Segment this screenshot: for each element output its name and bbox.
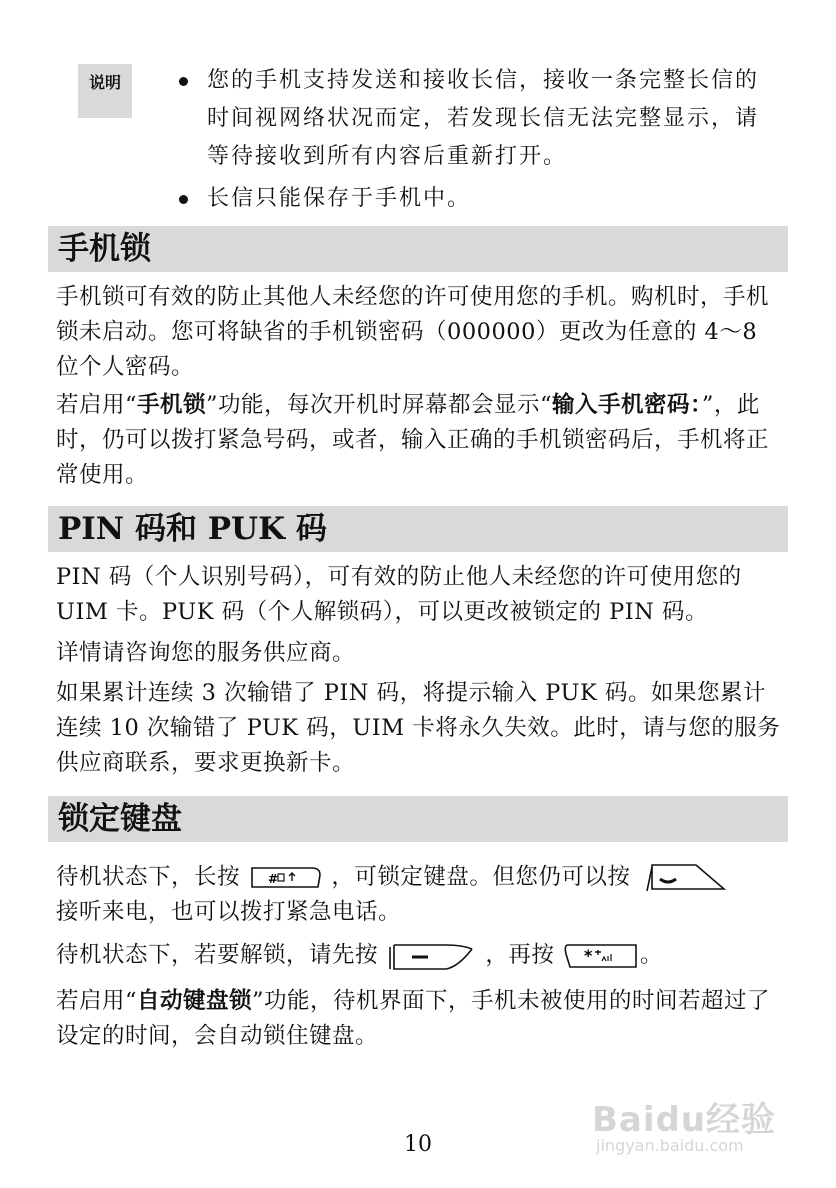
feature-name: 自动键盘锁 (137, 988, 253, 1014)
note-bullet-text: 长信只能保存于手机中。 (207, 186, 472, 211)
phone-lock-paragraph-1: 手机锁可有效的防止其他人未经您的许可使用您的手机。购机时，手机锁未启动。您可将缺省的手机锁密码（000000）更改为任意的 4～8 位个人密码。 (56, 284, 770, 380)
section-header-keypad-lock (48, 796, 788, 842)
keypad-lock-paragraph-1: 待机状态下，长按 # ，可锁定键盘。但您仍可以按 接听来电，也可以拨打紧急电话。 (56, 860, 786, 930)
keypad-lock-paragraph-3: 若启用“自动键盘锁”功能，待机界面下，手机未被使用的时间若超过了设定的时间，会自动锁住键盘。 (56, 988, 771, 1049)
note-bullet-list (175, 62, 775, 218)
bullet-dot-icon (179, 195, 188, 204)
bullet-dot-icon (179, 77, 188, 86)
watermark-url: jingyan.baidu.com (596, 1136, 744, 1155)
note-bullet-item (175, 180, 775, 218)
section-title: 手机锁 (58, 231, 151, 267)
section-header-pin-puk (48, 506, 788, 552)
prompt-text: 输入手机密码： (552, 392, 702, 418)
hash-key-icon (248, 865, 324, 891)
section-title: 锁定键盘 (58, 801, 182, 837)
note-bullet-text: 您的手机支持发送和接收长信，接收一条完整长信的时间视网络状况而定，若发现长信无法完整显示，请等待接收到所有内容后重新打开。 (207, 68, 760, 169)
left-softkey-icon (386, 941, 478, 971)
pin-puk-paragraph-1: PIN 码（个人识别号码），可有效的防止他人未经您的许可使用您的 UIM 卡。PUK 码（个人解锁码），可以更改被锁定的 PIN 码。 (56, 564, 742, 625)
section-header-phone-lock (48, 226, 788, 272)
page-number: 10 (404, 1132, 432, 1157)
svg-text:*: * (584, 946, 593, 965)
keypad-lock-paragraph-2: 待机状态下，若要解锁，请先按 ，再按 * 。 (56, 938, 786, 973)
phone-lock-paragraph-2: 若启用“手机锁”功能，每次开机时屏幕都会显示“输入手机密码：”，此时，仍可以拨打紧急号码，或者，输入正确的手机锁密码后，手机将正常使用。 (56, 392, 770, 488)
star-key-icon (562, 942, 640, 970)
svg-text:#: # (267, 872, 279, 886)
note-tag: 说明 (78, 64, 132, 118)
pin-puk-paragraph-2: 详情请咨询您的服务供应商。 (56, 640, 356, 666)
pin-puk-paragraph-3: 如果累计连续 3 次输错了 PIN 码，将提示输入 PUK 码。如果您累计连续 10 次输错了 PUK 码，UIM 卡将永久失效。此时，请与您的服务供应商联系，要求更换新卡。 (56, 680, 781, 776)
watermark-brand: Baidu经验 (592, 1100, 777, 1140)
feature-name: 手机锁 (137, 392, 207, 418)
section-title: PIN 码和 PUK 码 (58, 511, 327, 547)
note-bullet-item (175, 62, 775, 176)
call-answer-key-icon (638, 861, 728, 895)
